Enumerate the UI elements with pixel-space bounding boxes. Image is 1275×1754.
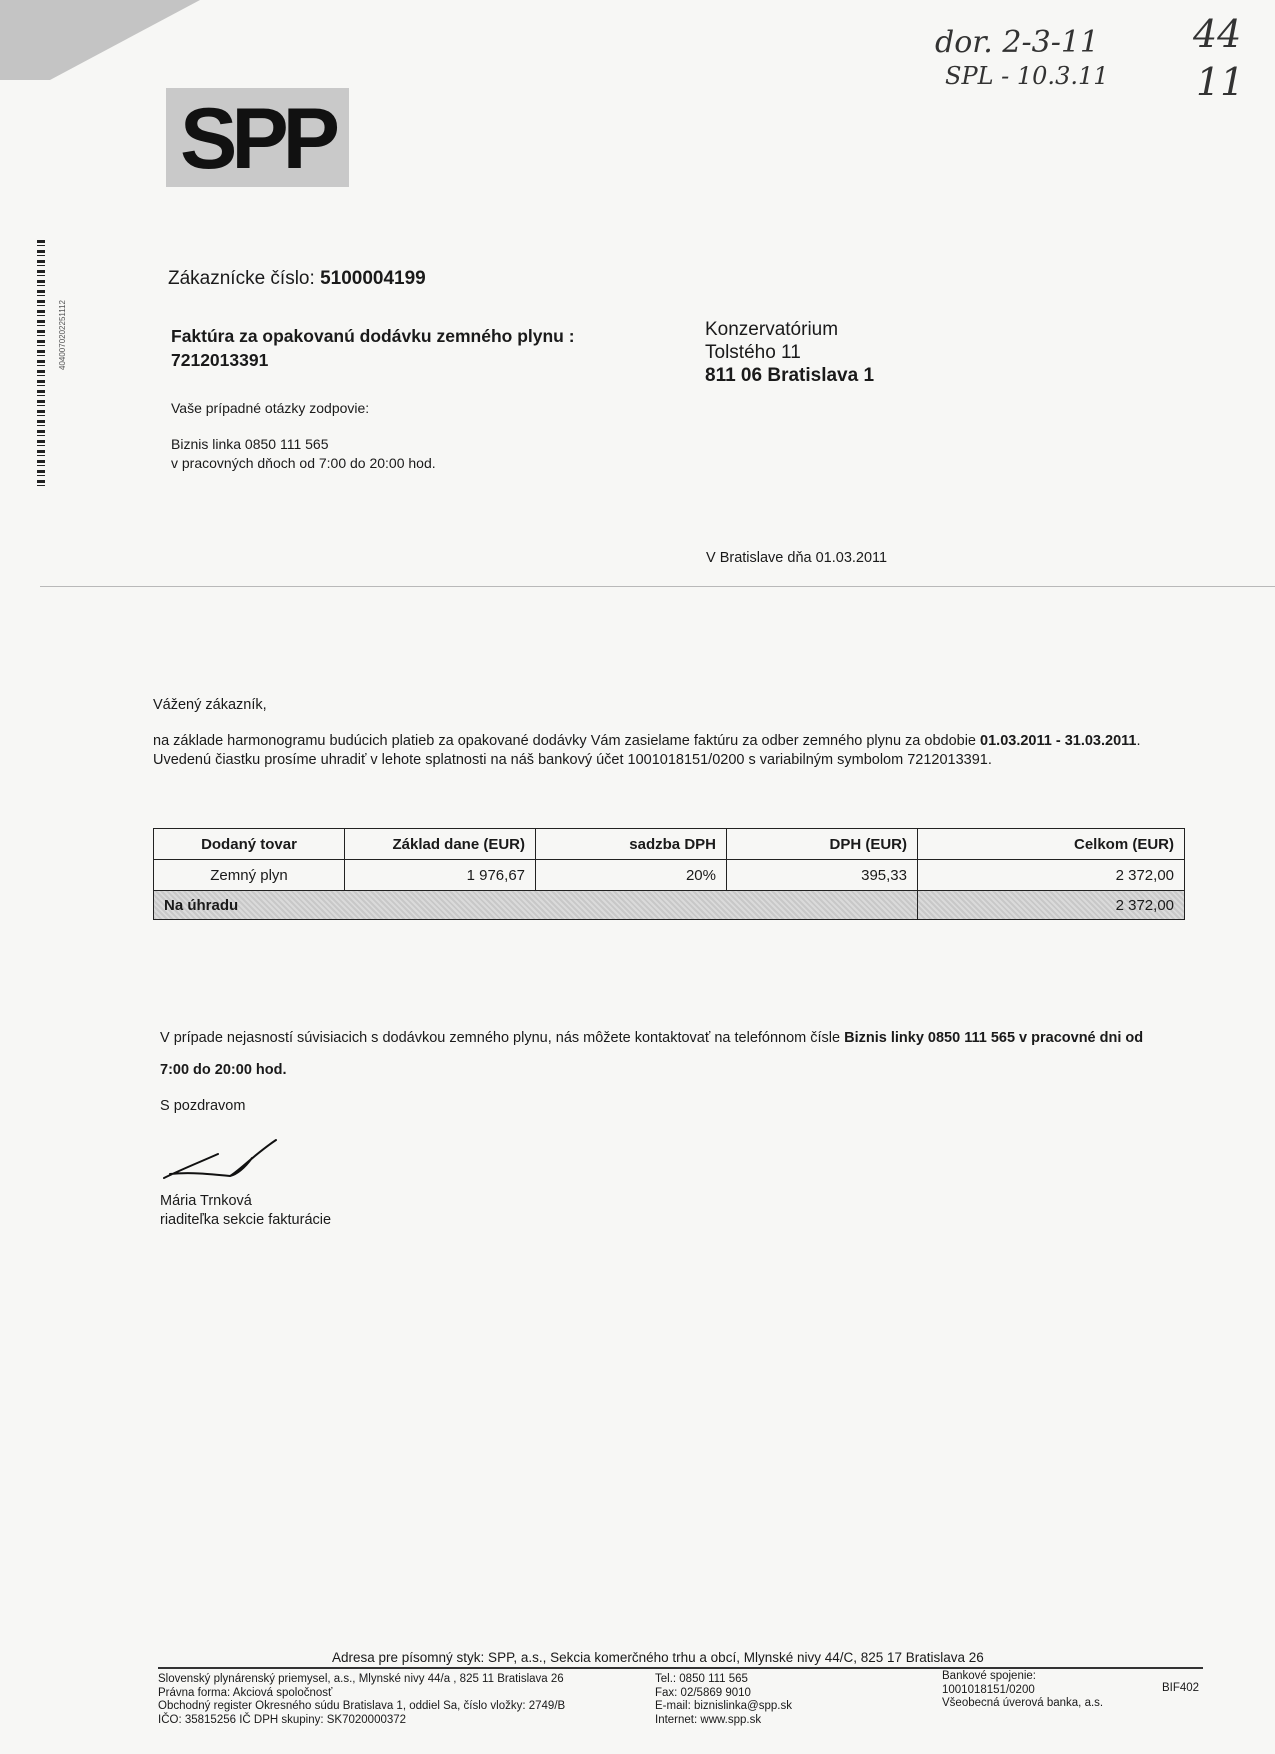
invoice-title (171, 324, 641, 372)
customer-number: 5100004199 (320, 268, 426, 289)
spp-logo (166, 88, 349, 187)
col-header-vat: DPH (EUR) (727, 829, 918, 860)
scan-corner-shadow (0, 0, 200, 80)
footer-contact-line: E-mail: biznislinka@spp.sk (655, 1700, 792, 1712)
greeting: Vážený zákazník, (153, 697, 267, 713)
hotline-hours: v pracovných dňoch od 7:00 do 20:00 hod. (171, 455, 436, 471)
total-value: 2 372,00 (918, 891, 1185, 920)
footer-rule (158, 1667, 1203, 1669)
footer-bank-line: 1001018151/0200 (942, 1683, 1035, 1696)
cell-goods: Zemný plyn (154, 860, 345, 891)
contact-hotline: Biznis linky 0850 111 565 v pracovné dni od 7:00 do 20:00 hod. (160, 1030, 1144, 1078)
barcode-number: 4040070202251112 (58, 300, 67, 370)
col-header-vat-rate: sadzba DPH (536, 829, 727, 860)
svg-text:SPP: SPP (179, 91, 335, 187)
letter-para1: na základe harmonogramu budúcich platieb za opakované dodávky Vám zasielame faktúru za odber zemného plynu za obdobie (153, 733, 981, 749)
invoice-number: 7212013391 (171, 350, 269, 370)
footer-company-line: IČO: 35815256 IČ DPH skupiny: SK7020000372 (158, 1713, 407, 1726)
contact-paragraph (160, 1022, 1160, 1086)
customer-number-line (168, 268, 426, 290)
letter-body (153, 732, 1183, 770)
col-header-goods: Dodaný tovar (154, 829, 345, 860)
invoice-title-text: Faktúra za opakovanú dodávku zemného plynu : (171, 326, 575, 346)
fold-line (40, 586, 1275, 587)
footer-contact-line: Tel.: 0850 111 565 (655, 1673, 748, 1685)
invoice-table (153, 828, 1185, 920)
regards: S pozdravom (160, 1098, 246, 1114)
table-header-row (154, 829, 1185, 860)
cell-vat: 395,33 (727, 860, 918, 891)
signature (160, 1136, 290, 1186)
col-header-tax-base: Základ dane (EUR) (345, 829, 536, 860)
cell-vat-rate: 20% (536, 860, 727, 891)
handwritten-note-received: dor. 2-3-11 (935, 25, 1100, 60)
cell-tax-base: 1 976,67 (345, 860, 536, 891)
footer-bank-line: Bankové spojenie: (942, 1670, 1036, 1682)
customer-number-label: Zákaznícke číslo: (168, 268, 315, 289)
footer-address: Adresa pre písomný styk: SPP, a.s., Sekcia komerčného trhu a obcí, Mlynské nivy 44/C, 825 17 Bratislava 26 (332, 1650, 984, 1665)
total-label: Na úhradu (154, 891, 918, 920)
footer-contact-line: Fax: 02/5869 9010 (655, 1686, 751, 1699)
signer-title: riaditeľka sekcie fakturácie (160, 1212, 332, 1228)
letter-para1-end: . (1136, 733, 1141, 749)
contact-text: V prípade nejasností súvisiacich s dodávkou zemného plynu, nás môžete kontaktovať na telefónnom čísle (160, 1030, 845, 1046)
cell-total: 2 372,00 (918, 860, 1185, 891)
hotline-text: Biznis linka 0850 111 565 (171, 436, 329, 452)
footer-bank-line: Všeobecná úverová banka, a.s. (942, 1697, 1104, 1709)
table-row (154, 860, 1185, 891)
col-header-total: Celkom (EUR) (918, 829, 1185, 860)
footer-company-line: Slovenský plynárenský priemysel, a.s., Mlynské nivy 44/a , 825 11 Bratislava 26 (158, 1673, 564, 1685)
footer-bank-info (942, 1670, 1103, 1711)
letter-para2: Uvedenú čiastku prosíme uhradiť v lehote splatnosti na náš bankový účet 1001018151/0200 s variabilným symbolom 7212013391. (153, 752, 992, 768)
recipient-city: 811 06 Bratislava 1 (705, 365, 875, 386)
billing-period: 01.03.2011 - 31.03.2011 (980, 733, 1137, 749)
handwritten-page-top: 44 (1193, 12, 1242, 56)
signer-name: Mária Trnková (160, 1193, 252, 1209)
form-code: BIF402 (1162, 1682, 1200, 1694)
spp-logo-mark (166, 88, 349, 187)
questions-label: Vaše prípadné otázky zodpovie: (171, 400, 370, 416)
footer-company-info (158, 1673, 565, 1727)
date-line: V Bratislave dňa 01.03.2011 (706, 550, 888, 566)
footer-company-line: Právna forma: Akciová spoločnosť (158, 1686, 333, 1699)
footer-company-line: Obchodný register Okresného súdu Bratislava 1, oddiel Sa, číslo vložky: 2749/B (158, 1700, 566, 1712)
recipient-street: Tolstého 11 (705, 342, 801, 363)
signer-block (160, 1192, 331, 1230)
recipient-address (705, 318, 874, 387)
barcode (37, 240, 45, 488)
recipient-name: Konzervatórium (705, 319, 839, 340)
handwritten-note-spl: SPL - 10.3.11 (945, 62, 1109, 90)
footer-contact-line: Internet: www.spp.sk (655, 1713, 762, 1726)
handwritten-page-bottom: 11 (1196, 60, 1245, 104)
total-row (154, 891, 1185, 920)
footer-contact-info (655, 1673, 792, 1727)
